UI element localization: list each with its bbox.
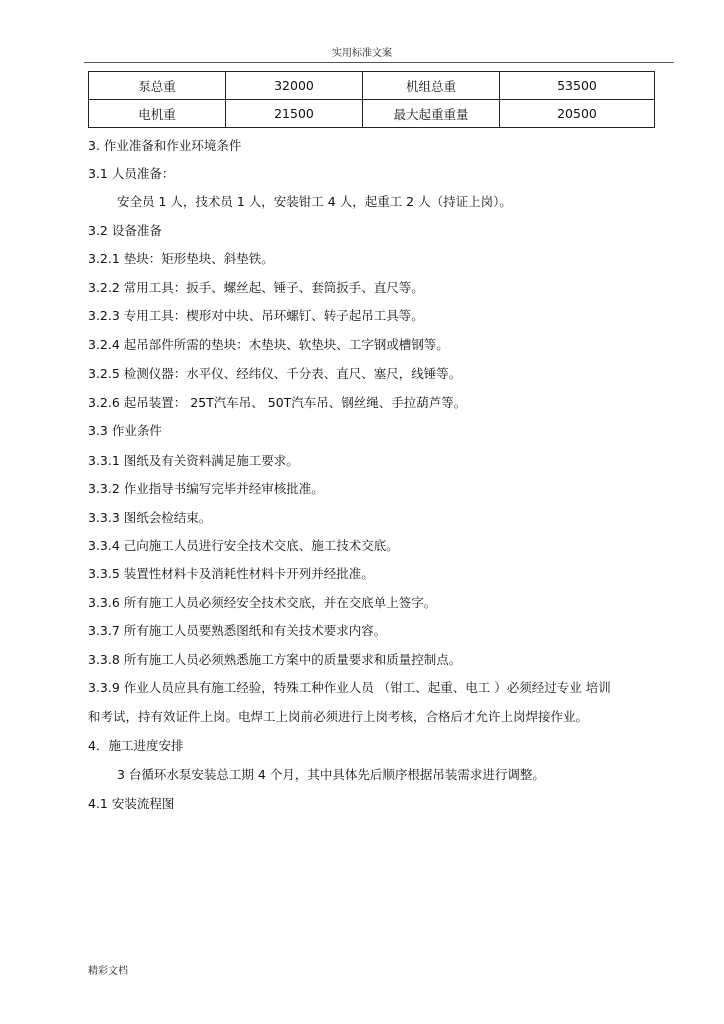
list-item: 3.3.1 图纸及有关资料满足施工要求。 [88, 453, 299, 468]
list-item: 3.3.9 作业人员应具有施工经验，特殊工种作业人员 （钳工、起重、电工 ）必须经过专业 培训 [88, 680, 611, 695]
table-cell: 最大起重重量 [363, 100, 500, 128]
list-item: 3.2.4 起吊部件所需的垫块：木垫块、软垫块、工字钢或槽钢等。 [88, 337, 449, 352]
list-item: 3.3.5 装置性材料卡及消耗性材料卡开列并经批准。 [88, 566, 374, 581]
table-cell: 泵总重 [89, 72, 226, 100]
subsection-heading: 3.3 作业条件 [88, 423, 162, 438]
list-item: 3.3.3 图纸会检结束。 [88, 510, 212, 525]
list-item: 3.3.7 所有施工人员要熟悉图纸和有关技术要求内容。 [88, 623, 387, 638]
list-item: 3.2.3 专用工具：楔形对中块、吊环螺钉、转子起吊工具等。 [88, 308, 424, 323]
body-paragraph: 安全员 1 人，技术员 1 人，安装钳工 4 人，起重工 2 人（持证上岗）。 [117, 194, 512, 209]
section-heading: 4．施工进度安排 [88, 738, 184, 753]
weight-table [88, 71, 655, 128]
list-item: 3.3.6 所有施工人员必须经安全技术交底，并在交底单上签字。 [88, 595, 437, 610]
list-item: 3.3.4 己向施工人员进行安全技术交底、施工技术交底。 [88, 538, 399, 553]
table-cell: 电机重 [89, 100, 226, 128]
header-divider [84, 62, 674, 63]
list-item: 3.2.2 常用工具：扳手、螺丝起、锤子、套筒扳手、直尺等。 [88, 280, 424, 295]
section-heading: 3. 作业准备和作业环境条件 [88, 138, 242, 153]
table-cell: 32000 [226, 72, 363, 100]
table-row [89, 100, 655, 128]
subsection-heading: 3.2 设备准备 [88, 223, 162, 238]
page-header: 实用标准文案 [332, 48, 392, 59]
subsection-heading: 3.1 人员准备： [88, 166, 175, 181]
subsection-heading: 4.1 安装流程图 [88, 796, 175, 811]
table-cell: 21500 [226, 100, 363, 128]
list-item: 3.2.1 垫块：矩形垫块、斜垫铁。 [88, 251, 274, 266]
body-paragraph: 3 台循环水泵安装总工期 4 个月，其中具体先后顺序根据吊装需求进行调整。 [117, 767, 545, 782]
list-item: 3.3.2 作业指导书编写完毕并经审核批准。 [88, 481, 324, 496]
list-item: 3.2.5 检测仪器：水平仪、经纬仪、千分表、直尺、塞尺，线锤等。 [88, 366, 462, 381]
page-footer: 精彩文档 [88, 966, 128, 977]
list-item: 3.2.6 起吊装置： 25T汽车吊、 50T汽车吊、钢丝绳、手拉葫芦等。 [88, 395, 467, 410]
list-item-continuation: 和考试，持有效证件上岗。电焊工上岗前必须进行上岗考核，合格后才允许上岗焊接作业。 [88, 709, 589, 724]
table-cell: 53500 [500, 72, 655, 100]
table-cell: 20500 [500, 100, 655, 128]
table-row [89, 72, 655, 100]
list-item: 3.3.8 所有施工人员必须熟悉施工方案中的质量要求和质量控制点。 [88, 652, 462, 667]
table-cell: 机组总重 [363, 72, 500, 100]
